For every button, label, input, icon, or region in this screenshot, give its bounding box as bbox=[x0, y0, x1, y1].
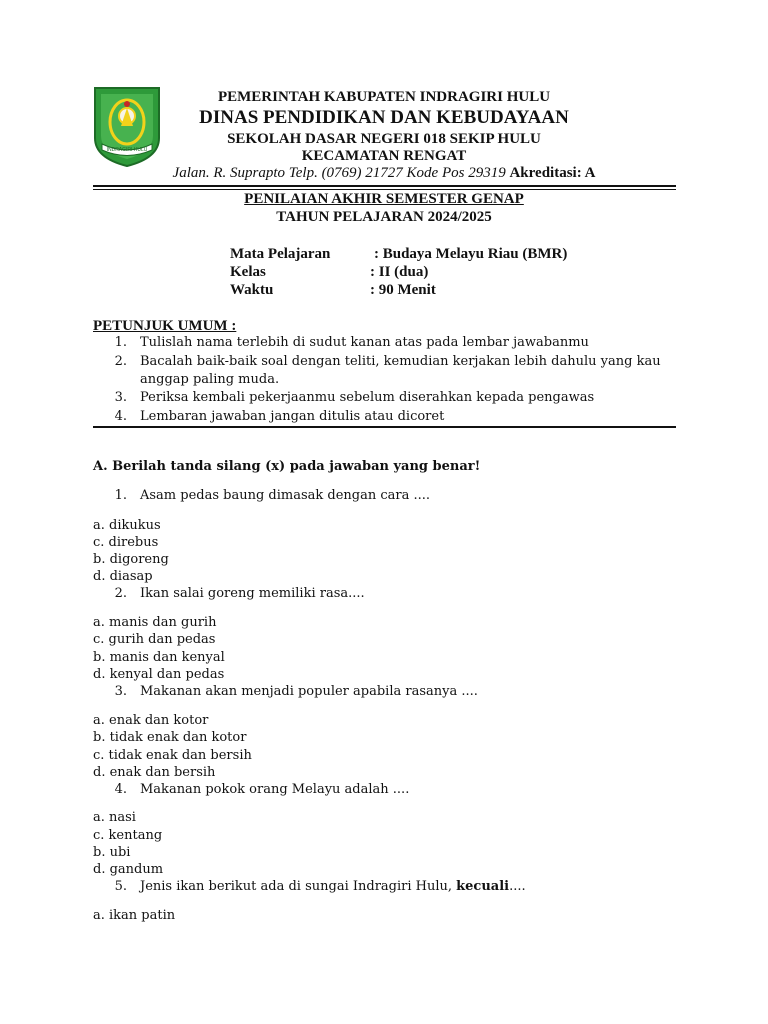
question-text: Makanan pokok orang Melayu adalah .... bbox=[140, 782, 410, 797]
option-a[interactable]: a. nasi bbox=[93, 810, 136, 825]
instruction-number: 2. bbox=[114, 354, 127, 369]
question-number: 1. bbox=[114, 488, 127, 503]
option-d[interactable]: d. diasap bbox=[93, 569, 153, 584]
exam-title: PENILAIAN AKHIR SEMESTER GENAP bbox=[244, 191, 524, 207]
question-number: 4. bbox=[114, 782, 127, 797]
letterhead-line-4: KECAMATAN RENGAT bbox=[301, 148, 467, 164]
option-d[interactable]: d. enak dan bersih bbox=[93, 765, 216, 780]
question-text: Ikan salai goreng memiliki rasa.... bbox=[140, 586, 365, 601]
instruction-text: Bacalah baik-baik soal dengan teliti, kemudian kerjakan lebih dahulu yang kau bbox=[140, 354, 661, 369]
instruction-number: 3. bbox=[114, 390, 127, 405]
option-b[interactable]: b. digoreng bbox=[93, 552, 169, 567]
instruction-text: Periksa kembali pekerjaanmu sebelum diserahkan kepada pengawas bbox=[140, 390, 595, 405]
option-b[interactable]: b. tidak enak dan kotor bbox=[93, 730, 247, 745]
question-text-tail: .... bbox=[509, 879, 526, 894]
instruction-text: Lembaran jawaban jangan ditulis atau dicoret bbox=[140, 409, 445, 424]
option-a[interactable]: a. dikukus bbox=[93, 518, 161, 533]
option-c[interactable]: c. gurih dan pedas bbox=[93, 632, 216, 647]
letterhead-line-3: SEKOLAH DASAR NEGERI 018 SEKIP HULU bbox=[227, 131, 541, 147]
exam-year: TAHUN PELAJARAN 2024/2025 bbox=[276, 209, 492, 225]
question-text: Asam pedas baung dimasak dengan cara .... bbox=[140, 488, 431, 503]
letterhead-address-line bbox=[90, 165, 678, 182]
option-b[interactable]: b. ubi bbox=[93, 845, 131, 860]
question-text: Makanan akan menjadi populer apabila rasanya .... bbox=[140, 684, 478, 699]
question-number: 5. bbox=[114, 879, 127, 894]
instruction-number: 1. bbox=[114, 335, 127, 350]
question-text-emphasis: kecuali bbox=[456, 879, 510, 894]
info-value: : II (dua) bbox=[370, 264, 429, 280]
instruction-number: 4. bbox=[114, 409, 127, 424]
question-text-main: Jenis ikan berikut ada di sungai Indragiri Hulu, bbox=[140, 879, 457, 894]
option-c[interactable]: c. direbus bbox=[93, 535, 159, 550]
info-label: Waktu bbox=[230, 282, 274, 298]
accreditation-text: Akreditasi: A bbox=[509, 165, 596, 181]
section-a-heading: A. Berilah tanda silang (x) pada jawaban yang benar! bbox=[93, 459, 481, 474]
question-number: 3. bbox=[114, 684, 127, 699]
instructions-divider bbox=[93, 426, 676, 428]
option-b[interactable]: b. manis dan kenyal bbox=[93, 650, 225, 665]
option-a[interactable]: a. ikan patin bbox=[93, 908, 176, 923]
question-text bbox=[140, 879, 526, 894]
option-a[interactable]: a. enak dan kotor bbox=[93, 713, 209, 728]
option-c[interactable]: c. kentang bbox=[93, 828, 163, 843]
question-number: 2. bbox=[114, 586, 127, 601]
info-label: Mata Pelajaran bbox=[230, 246, 331, 262]
option-c[interactable]: c. tidak enak dan bersih bbox=[93, 748, 252, 763]
option-a[interactable]: a. manis dan gurih bbox=[93, 615, 217, 630]
info-value: : Budaya Melayu Riau (BMR) bbox=[374, 246, 568, 262]
letterhead-divider-thin bbox=[93, 189, 676, 190]
info-label: Kelas bbox=[230, 264, 266, 280]
instruction-text: Tulislah nama terlebih di sudut kanan atas pada lembar jawabanmu bbox=[140, 335, 589, 350]
info-value: : 90 Menit bbox=[370, 282, 436, 298]
option-d[interactable]: d. kenyal dan pedas bbox=[93, 667, 225, 682]
letterhead-divider-thick bbox=[93, 185, 676, 187]
address-text: Jalan. R. Suprapto Telp. (0769) 21727 Kode Pos 29319 bbox=[172, 165, 506, 181]
instruction-text-continued: anggap paling muda. bbox=[140, 372, 280, 387]
letterhead-line-1: PEMERINTAH KABUPATEN INDRAGIRI HULU bbox=[217, 89, 551, 105]
option-d[interactable]: d. gandum bbox=[93, 862, 164, 877]
instructions-heading: PETUNJUK UMUM : bbox=[93, 318, 237, 334]
logo-banner-text: INDRAGIRI HULU bbox=[106, 147, 148, 153]
letterhead-line-2: DINAS PENDIDIKAN DAN KEBUDAYAAN bbox=[199, 107, 569, 128]
